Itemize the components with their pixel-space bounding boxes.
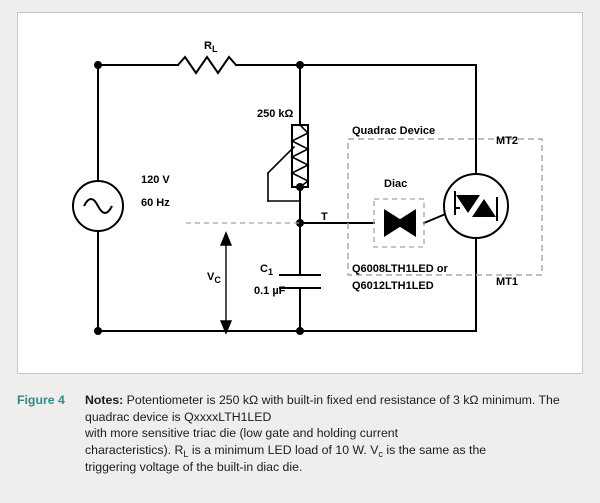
label-quadrac-title: Quadrac Device	[352, 125, 436, 137]
resistor-rl-symbol	[178, 57, 236, 73]
vc-measure-arrow	[221, 233, 231, 333]
notes-line-1: Potentiometer is 250 kΩ with built-in fixed end resistance of 3 kΩ minimum. The quadrac device is QxxxxLTH1LED	[85, 393, 560, 424]
figure-caption	[17, 392, 583, 476]
triac-symbol-circle	[444, 174, 508, 238]
notes-line-3b: is a minimum LED load of 10 W. V	[188, 442, 379, 457]
junction-dot-bottom-mid	[296, 327, 304, 335]
circuit-svg	[18, 13, 582, 373]
junction-dot-pot-bottom	[296, 183, 304, 191]
circuit-diagram-panel	[17, 12, 583, 374]
notes-sub-c: c	[378, 448, 383, 459]
figure-notes	[85, 392, 583, 476]
notes-line-3a: characteristics). R	[85, 442, 184, 457]
label-source-voltage: 120 V	[141, 174, 170, 186]
label-mt1: MT1	[496, 276, 518, 288]
diac-symbol	[384, 209, 416, 237]
junction-dot-bottom-left	[94, 327, 102, 335]
potentiometer-wiper	[268, 147, 294, 173]
label-source-frequency: 60 Hz	[141, 197, 170, 209]
notes-line-3c: is the same as the	[382, 442, 487, 457]
label-pot-value: 250 kΩ	[257, 108, 294, 120]
label-diac: Diac	[384, 178, 408, 190]
label-part-number-2: Q6012LTH1LED	[352, 280, 434, 292]
label-gate-terminal: T	[321, 211, 328, 223]
notes-sub-l: L	[183, 448, 189, 459]
figure-label: Figure 4	[17, 393, 65, 407]
junction-dot-top-left	[94, 61, 102, 69]
label-vc: $V_C$	[207, 271, 221, 285]
label-capacitor-name: $C_1$	[260, 263, 273, 277]
label-resistor-rl: $R_L$	[204, 40, 218, 54]
notes-line-2: with more sensitive triac die (low gate and holding current	[85, 426, 399, 440]
notes-line-4: triggering voltage of the built-in diac die.	[85, 460, 303, 474]
label-capacitor-value: 0.1 µF	[254, 285, 286, 297]
label-mt2: MT2	[496, 135, 518, 147]
junction-dot-top-mid	[296, 61, 304, 69]
label-part-number-1: Q6008LTH1LED or	[352, 263, 448, 275]
notes-bold-prefix: Notes:	[85, 393, 124, 407]
